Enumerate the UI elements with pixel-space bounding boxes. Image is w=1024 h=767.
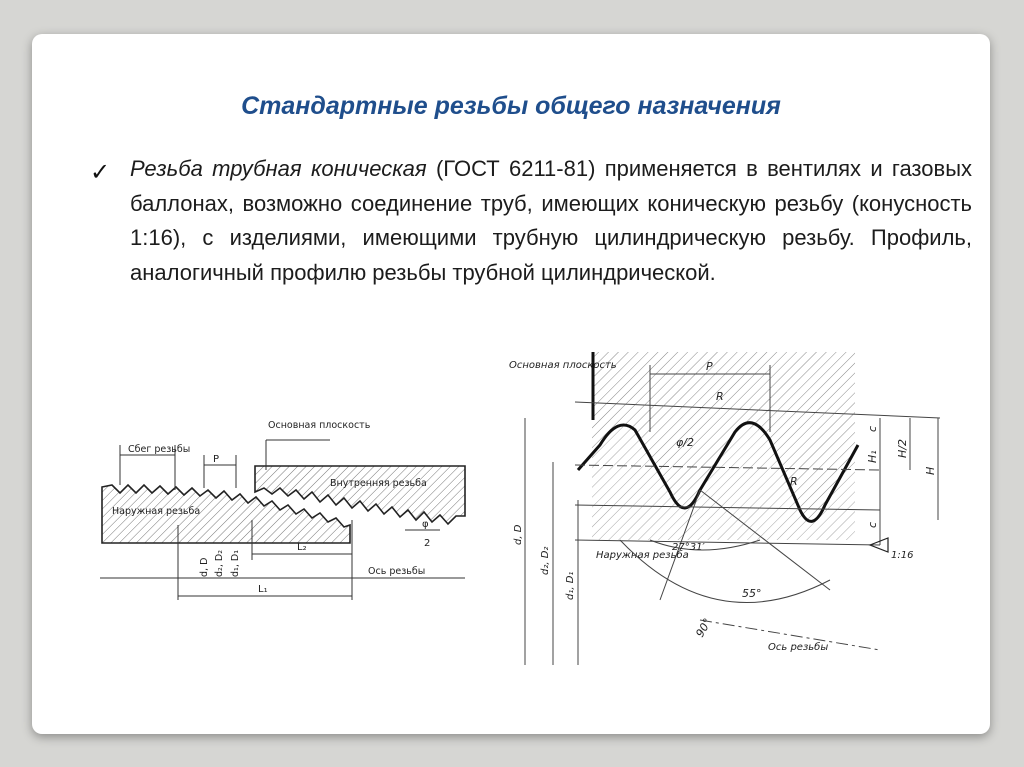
d-label: d, D (199, 557, 210, 577)
phi-denominator: 2 (424, 538, 431, 549)
l2-label: L₂ (297, 542, 307, 553)
d-label: d, D (513, 524, 524, 545)
joint-drawing (95, 405, 475, 615)
pitch-label: P (213, 454, 220, 465)
l1-label: L₁ (258, 584, 268, 595)
c-top-label: c (866, 425, 879, 432)
profile-drawing (500, 348, 960, 670)
angle-right-label: 90° (693, 616, 715, 640)
internal-thread-label: Внутренняя резьба (330, 478, 427, 489)
radius-bottom-label: R (790, 475, 798, 488)
bullet-term: Резьба трубная коническая (130, 156, 427, 181)
axis-label: Ось резьбы (368, 566, 426, 577)
radius-top-label: R (716, 390, 724, 403)
d1-label: d₁, D₁ (565, 571, 576, 600)
phi-label: φ (422, 519, 429, 530)
h-half-label: H/2 (896, 439, 909, 458)
bullet-paragraph (130, 152, 972, 290)
h1-label: H₁ (866, 450, 879, 463)
pitch-label: P (706, 360, 713, 373)
external-thread-label: Наружная резьба (596, 550, 689, 561)
runout-label: Сбег резьбы (128, 444, 191, 455)
d1-label: d₁, D₁ (230, 549, 241, 577)
external-thread-label: Наружная резьба (112, 506, 201, 517)
angle-half-label: 27°31′ (672, 542, 705, 553)
slide-title: Стандартные резьбы общего назначения (241, 92, 781, 120)
main-plane-text: Основная плоскость (509, 360, 617, 371)
main-plane-label (509, 360, 617, 371)
d2-label: d₂, D₂ (214, 549, 225, 577)
c-bottom-label: c (866, 521, 879, 528)
taper-label: 1:16 (891, 550, 914, 561)
h-label: H (924, 466, 937, 475)
phi-half-label: φ/2 (676, 436, 694, 449)
angle-profile-label: 55° (742, 587, 762, 600)
axis-label: Ось резьбы (768, 642, 829, 653)
checkmark-icon: ✓ (90, 158, 111, 186)
d2-label: d₂, D₂ (540, 546, 551, 575)
main-plane-label: Основная плоскость (268, 420, 371, 431)
bullet-text: (ГОСТ 6211-81) применяется в вентилях и газовых баллонах, возможно соединение труб, имеющих коническую резьбу (конусность 1:16), с изделиями, имеющими трубную цилиндрическую резьбу. Профиль, аналогичный профилю резьбы трубной цилиндрической. (130, 156, 973, 285)
